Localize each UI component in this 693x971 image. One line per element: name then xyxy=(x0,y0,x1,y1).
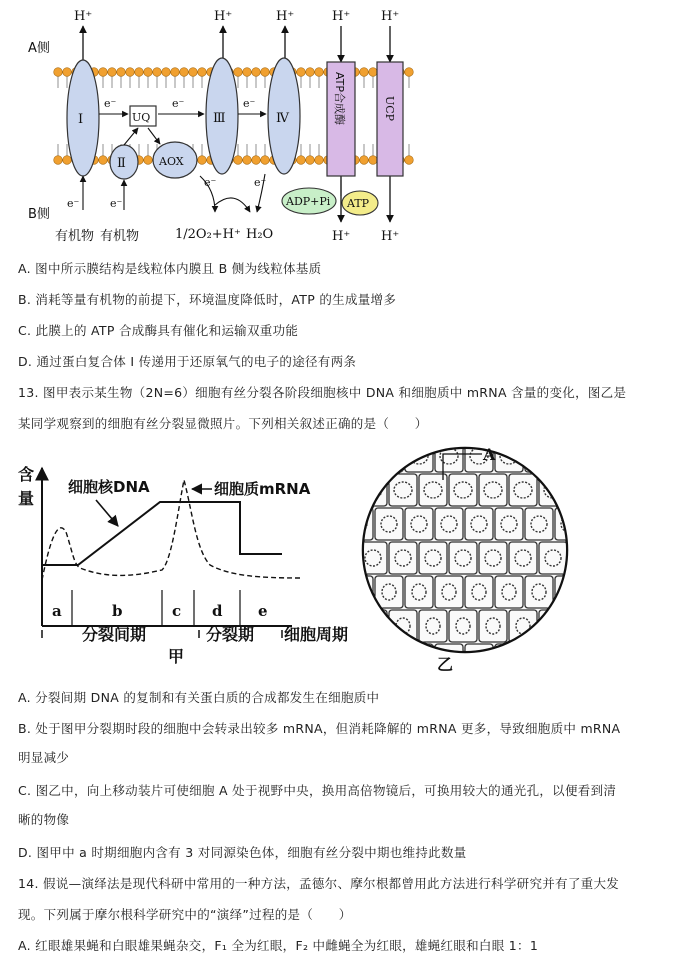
y-label-2: 量 xyxy=(18,489,35,508)
lipid-head xyxy=(108,68,117,77)
membrane-diagram xyxy=(0,0,693,250)
nucleus xyxy=(470,652,488,668)
nucleus xyxy=(576,618,590,634)
nucleus xyxy=(355,448,365,464)
nucleus xyxy=(366,618,380,634)
nucleus xyxy=(530,448,548,464)
complex-1-label: Ⅰ xyxy=(78,112,84,127)
side-b-label: B侧 xyxy=(28,207,50,222)
cell xyxy=(555,644,583,676)
cell xyxy=(525,508,553,540)
cell xyxy=(495,508,523,540)
aox-label: AOX xyxy=(159,155,184,168)
cell xyxy=(525,644,553,676)
h-plus-5: H⁺ xyxy=(381,9,400,24)
nucleus xyxy=(530,652,548,668)
atp-synthase-label: ATP合成酶 xyxy=(333,72,346,126)
cell xyxy=(355,440,373,472)
cell xyxy=(375,644,403,676)
q13-option-a: A. 分裂间期 DNA 的复制和有关蛋白质的合成都发生在细胞质中 xyxy=(18,690,380,705)
dna-curve xyxy=(42,502,282,565)
organic-2: 有机物 xyxy=(100,229,140,244)
cell xyxy=(539,474,567,506)
lipid-head xyxy=(243,68,252,77)
q14-stem-line1: 14. 假说—演绎法是现代科研中常用的一种方法，孟德尔、摩尔根都曾用此方法进行科学研究并有了重大发 xyxy=(18,876,620,891)
complex-4-label: Ⅳ xyxy=(276,111,289,126)
q12-option-a: A. 图中所示膜结构是线粒体内膜且 B 侧为线粒体基质 xyxy=(18,261,322,276)
q13-option-b-cont: 明显减少 xyxy=(18,750,70,765)
lipid-head xyxy=(369,68,378,77)
nucleus xyxy=(560,652,578,668)
electron-4: e⁻ xyxy=(67,197,80,210)
cell xyxy=(355,644,373,676)
lipid-head xyxy=(315,156,324,165)
cell xyxy=(495,440,523,472)
lipid-head xyxy=(297,68,306,77)
cell xyxy=(495,644,523,676)
mitosis-label: 分裂期 xyxy=(206,625,255,644)
q12-option-b: B. 消耗等量有机物的前提下，环境温度降低时，ATP 的生成量增多 xyxy=(18,292,397,307)
cell xyxy=(479,610,507,642)
lipid-head xyxy=(198,68,207,77)
lipid-head xyxy=(234,156,243,165)
cell xyxy=(359,610,387,642)
cell xyxy=(465,508,493,540)
cell xyxy=(539,542,567,574)
fig-jia-label: 甲 xyxy=(168,647,185,666)
mrna-label: 细胞质mRNA xyxy=(214,480,311,498)
q13-option-c-cont: 晰的物像 xyxy=(18,812,70,827)
electron-6: e⁻ xyxy=(204,176,217,189)
cell xyxy=(375,440,403,472)
nucleus xyxy=(380,652,398,668)
lipid-head xyxy=(63,156,72,165)
lipid-head xyxy=(99,68,108,77)
cell xyxy=(405,644,433,676)
cell xyxy=(495,576,523,608)
h-plus-1: H⁺ xyxy=(74,9,93,24)
cell xyxy=(389,542,417,574)
interphase-label: 分裂间期 xyxy=(82,625,147,644)
lipid-head xyxy=(144,156,153,165)
lipid-head xyxy=(360,156,369,165)
lipid-head xyxy=(234,68,243,77)
cell-grid xyxy=(355,440,597,676)
nucleus xyxy=(575,550,591,566)
h-plus-7: H⁺ xyxy=(381,229,400,244)
atp-label: ATP xyxy=(347,197,370,210)
lipid-head xyxy=(405,68,414,77)
q13-stem-line1: 13. 图甲表示某生物（2N=6）细胞有丝分裂各阶段细胞核中 DNA 和细胞质中 mRNA 含量的变化，图乙是 xyxy=(18,385,627,400)
cell xyxy=(405,576,433,608)
lipid-head xyxy=(54,156,63,165)
lipid-head xyxy=(306,156,315,165)
nucleus xyxy=(560,448,578,464)
cell xyxy=(569,610,597,642)
cell xyxy=(525,440,553,472)
q13-option-b: B. 处于图甲分裂期时段的细胞中会转录出较多 mRNA，但消耗降解的 mRNA 更多，导致细胞质中 mRNA xyxy=(18,721,621,736)
complex-2-label: Ⅱ xyxy=(117,156,126,171)
h-plus-4: H⁺ xyxy=(332,9,351,24)
nucleus xyxy=(574,482,592,498)
lipid-head xyxy=(360,68,369,77)
label-a: A xyxy=(483,445,496,464)
period-d: d xyxy=(212,602,223,620)
cell xyxy=(555,440,583,472)
lipid-head xyxy=(189,68,198,77)
cell-cycle-label: 细胞周期 xyxy=(284,625,349,644)
nucleus xyxy=(562,584,576,600)
cell xyxy=(435,508,463,540)
period-e: e xyxy=(258,602,268,620)
q13-stem-line2: 某同学观察到的细胞有丝分裂显微照片。下列相关叙述正确的是（ ） xyxy=(18,416,428,431)
adp-pi-label: ADP+Pi xyxy=(286,195,331,208)
cell xyxy=(355,576,373,608)
y-label-1: 含 xyxy=(18,465,35,484)
q13-option-d: D. 图甲中 a 时期细胞内含有 3 对同源染色体，细胞有丝分裂中期也维持此数量 xyxy=(18,845,467,860)
lipid-head xyxy=(171,68,180,77)
h-plus-3: H⁺ xyxy=(276,9,295,24)
lipid-head xyxy=(180,68,189,77)
period-c: c xyxy=(172,602,182,620)
lipid-head xyxy=(315,68,324,77)
nucleus xyxy=(355,584,366,600)
cell xyxy=(479,474,507,506)
water-label: H₂O xyxy=(246,227,274,242)
cell xyxy=(435,440,463,472)
q14-option-a: A. 红眼雄果蝇和白眼雄果蝇杂交，F₁ 全为红眼，F₂ 中雌蝇全为红眼，雄蝇红眼和白眼 1：1 xyxy=(18,938,539,953)
cell xyxy=(479,542,507,574)
electron-7: e⁻ xyxy=(254,176,267,189)
cell xyxy=(375,508,403,540)
lipid-head xyxy=(126,68,135,77)
h-plus-2: H⁺ xyxy=(214,9,233,24)
lipid-head xyxy=(261,156,270,165)
nucleus xyxy=(410,652,428,668)
lipid-head xyxy=(369,156,378,165)
lipid-head xyxy=(63,68,72,77)
cell xyxy=(449,474,477,506)
dna-label: 细胞核DNA xyxy=(68,478,150,496)
cell xyxy=(465,576,493,608)
electron-1: e⁻ xyxy=(104,97,117,110)
uq-label: UQ xyxy=(132,111,151,124)
lipid-head xyxy=(153,68,162,77)
cell xyxy=(449,542,477,574)
q12-option-d: D. 通过蛋白复合体 I 传递用于还原氧气的电子的途径有两条 xyxy=(18,354,357,369)
cell xyxy=(419,542,447,574)
q14-stem-line2: 现。下列属于摩尔根科学研究中的“演绎”过程的是（ ） xyxy=(18,907,352,922)
cell xyxy=(569,474,597,506)
lipid-head xyxy=(144,68,153,77)
nucleus xyxy=(355,652,368,668)
lipid-head xyxy=(252,68,261,77)
organic-1: 有机物 xyxy=(55,229,95,244)
graph-jia xyxy=(0,440,360,680)
ucp-label: UCP xyxy=(383,96,396,122)
cell xyxy=(435,576,463,608)
lipid-head xyxy=(405,156,414,165)
lipid-head xyxy=(297,156,306,165)
nucleus xyxy=(546,618,560,634)
cell xyxy=(375,576,403,608)
lipid-head xyxy=(198,156,207,165)
complex-3-label: Ⅲ xyxy=(213,111,226,126)
lipid-head xyxy=(252,156,261,165)
electron-3: e⁻ xyxy=(243,97,256,110)
cell xyxy=(405,440,433,472)
period-a: a xyxy=(52,602,62,620)
micrograph-yi xyxy=(355,440,675,680)
lipid-head xyxy=(99,156,108,165)
h-plus-6: H⁺ xyxy=(332,229,351,244)
nucleus xyxy=(380,448,398,464)
cell xyxy=(509,542,537,574)
period-b: b xyxy=(112,602,123,620)
nucleus xyxy=(500,652,518,668)
cell xyxy=(569,542,597,574)
cell xyxy=(509,474,537,506)
side-a-label: A侧 xyxy=(28,41,50,56)
lipid-head xyxy=(243,156,252,165)
cell xyxy=(419,610,447,642)
fig-yi-label: 乙 xyxy=(437,655,454,674)
lipid-head xyxy=(54,68,63,77)
lipid-head xyxy=(117,68,126,77)
electron-2: e⁻ xyxy=(172,97,185,110)
cell xyxy=(449,610,477,642)
q12-option-c: C. 此膜上的 ATP 合成酶具有催化和运输双重功能 xyxy=(18,323,299,338)
lipid-head xyxy=(162,68,171,77)
oxygen-equation: 1/2O₂+H⁺ xyxy=(175,227,241,242)
cell xyxy=(405,508,433,540)
electron-5: e⁻ xyxy=(110,197,123,210)
lipid-head xyxy=(135,68,144,77)
lipid-head xyxy=(261,68,270,77)
lipid-head xyxy=(306,68,315,77)
cell xyxy=(525,576,553,608)
q13-option-c: C. 图乙中，向上移动装片可使细胞 A 处于视野中央，换用高倍物镜后，可换用较大的通光孔，以便看到清 xyxy=(18,783,617,798)
